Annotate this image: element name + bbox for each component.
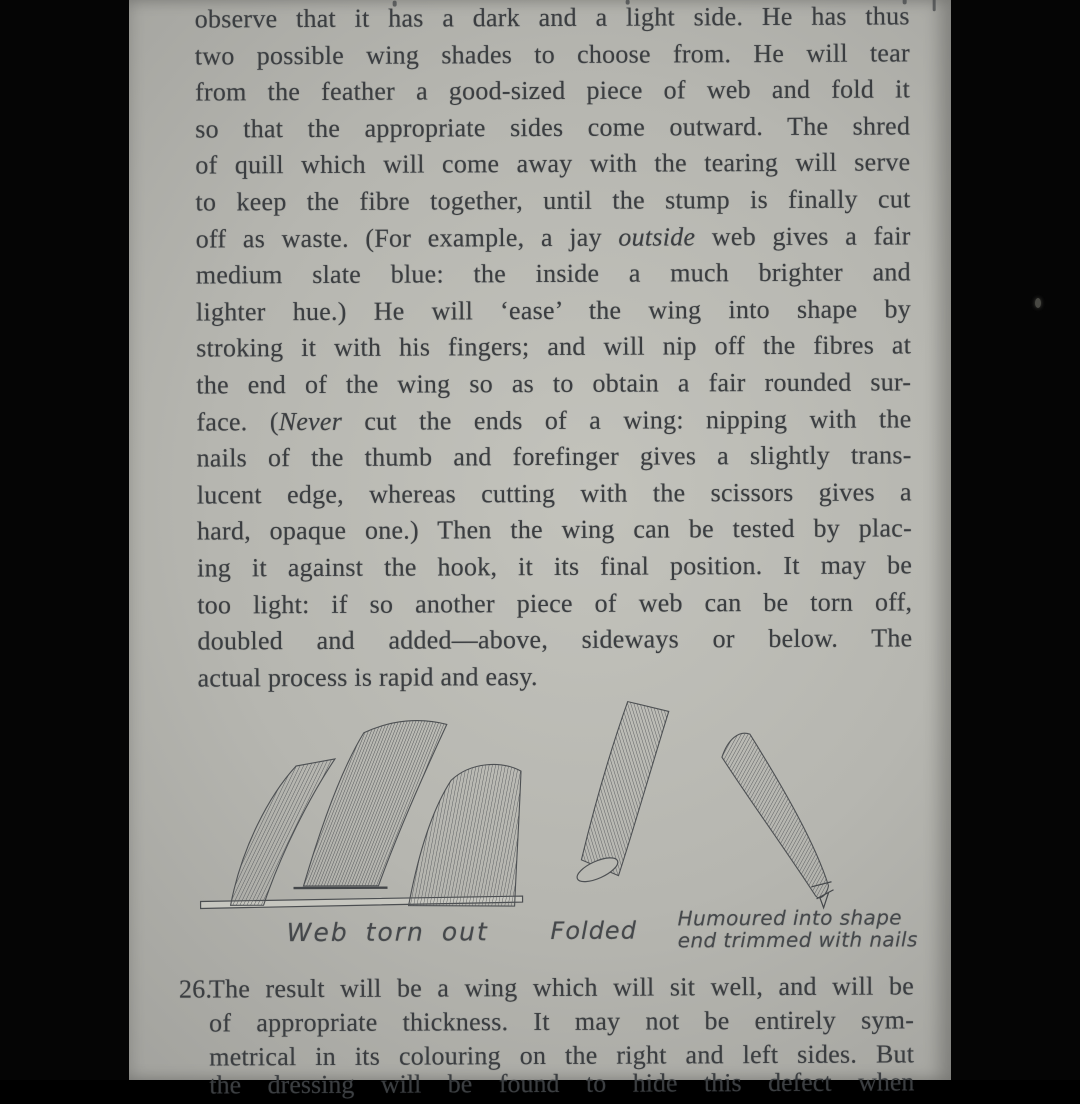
text-line: so that the appropriate sides come outward. The shred bbox=[195, 108, 910, 148]
folded-wing bbox=[581, 701, 670, 875]
text-line: observe that it has a dark and a light side. He has thus bbox=[195, 0, 910, 38]
photo-speck bbox=[1035, 298, 1041, 308]
text-line: hard, opaque one.) Then the wing can be tested by plac- bbox=[197, 511, 912, 551]
caption-humoured-line1: Humoured into shape bbox=[678, 907, 928, 930]
text-line: from the feather a good-sized piece of web and fold it bbox=[195, 72, 910, 112]
book-page bbox=[129, 0, 951, 1080]
text-line: metrical in its colouring on the right and left sides. But bbox=[209, 1037, 914, 1074]
text-line: ing it against the hook, it its final position. It may be bbox=[197, 547, 912, 587]
clipped-bottom-line: the dressing will be found to hide this defect when bbox=[209, 1064, 914, 1103]
text-line: stroking it with his fingers; and will nip off the fibres at bbox=[196, 328, 911, 368]
text-line: medium slate blue: the inside a much brighter and bbox=[196, 255, 911, 295]
paragraph-25-text bbox=[195, 0, 913, 697]
caption-web-torn-out: Web torn out bbox=[257, 917, 519, 947]
text-line: lighter hue.) He will ‘ease’ the wing into shape by bbox=[196, 291, 911, 331]
text-line: of quill which will come away with the tearing will serve bbox=[195, 145, 910, 185]
page-content bbox=[127, 0, 954, 1082]
paragraph-26-text bbox=[209, 969, 914, 1074]
web-slip-3 bbox=[408, 764, 522, 906]
text-line: The result will be a wing which will sit well, and will be bbox=[209, 969, 914, 1006]
text-line: two possible wing shades to choose from. He will tear bbox=[195, 35, 910, 75]
text-line: to keep the fibre together, until the stump is finally cut bbox=[195, 181, 910, 221]
trimmed-wing bbox=[722, 733, 829, 898]
text-line: face. (Never cut the ends of a wing: nipping with the bbox=[196, 401, 911, 441]
caption-folded: Folded bbox=[544, 917, 644, 945]
feather-web-figure bbox=[170, 694, 871, 922]
text-line: actual process is rapid and easy. bbox=[198, 657, 913, 697]
text-line: doubled and added—above, sideways or below. The bbox=[197, 620, 912, 660]
text-line: lucent edge, whereas cutting with the scissors gives a bbox=[197, 474, 912, 514]
text-line: the end of the wing so as to obtain a fair rounded sur- bbox=[196, 364, 911, 404]
caption-humoured-line2: end trimmed with nails bbox=[678, 929, 928, 952]
text-line: nails of the thumb and forefinger gives a slightly trans- bbox=[197, 438, 912, 478]
paragraph-26 bbox=[179, 969, 924, 1074]
text-line: of appropriate thickness. It may not be entirely sym- bbox=[209, 1003, 914, 1040]
text-line: too light: if so another piece of web can be torn off, bbox=[197, 584, 912, 624]
caption-humoured bbox=[678, 907, 928, 951]
text-line: off as waste. (For example, a jay outside web gives a fair bbox=[196, 218, 911, 258]
paragraph-number: 26. bbox=[179, 972, 212, 1006]
previous-line-remnant bbox=[933, 0, 936, 11]
